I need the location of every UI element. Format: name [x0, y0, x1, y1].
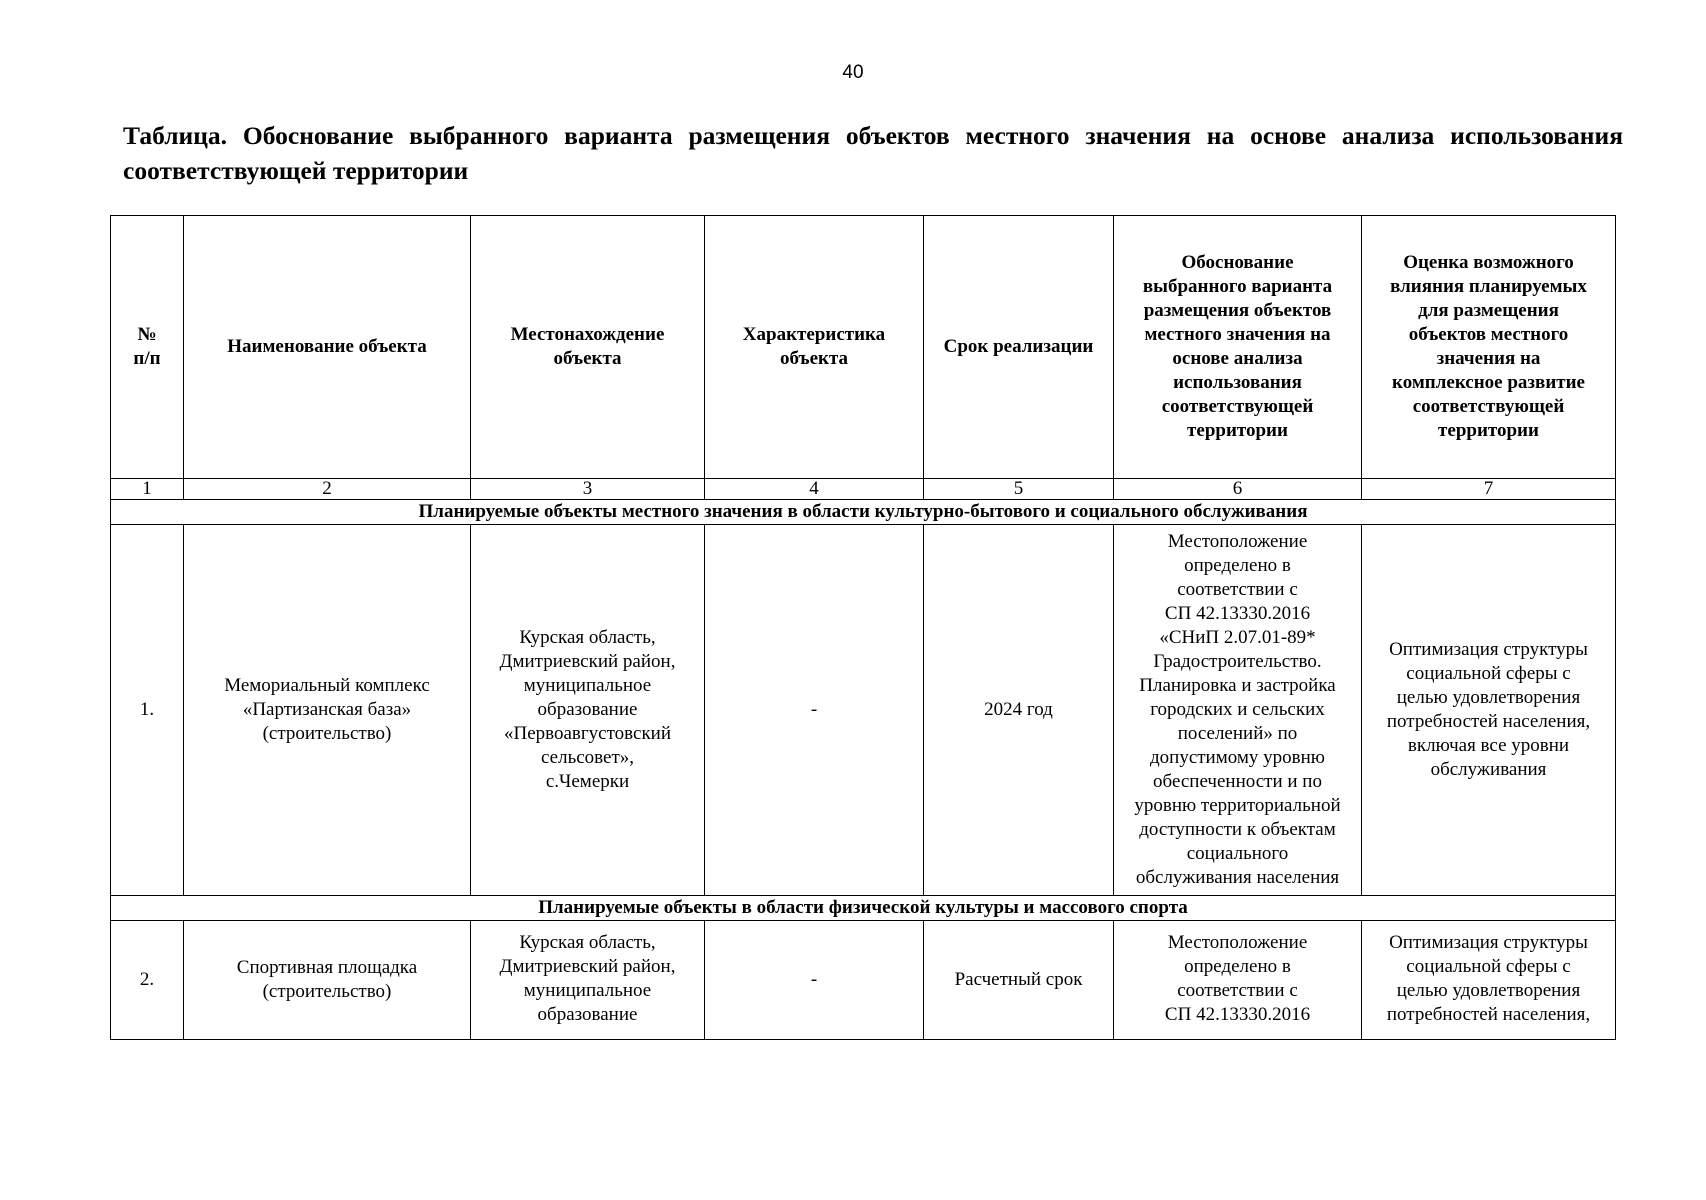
- column-number-row: [111, 479, 1616, 500]
- cell-term: Расчетный срок: [924, 921, 1114, 1040]
- header-cell-justification: Обоснование выбранного варианта размещения объектов местного значения на основе анализа использования соответствующей территории: [1114, 216, 1362, 479]
- table-row: [111, 921, 1616, 1040]
- header-cell-assessment: Оценка возможного влияния планируемых для размещения объектов местного значения на комплексное развитие соответствующей территории: [1362, 216, 1616, 479]
- column-number: 3: [471, 479, 705, 500]
- table-row: [111, 525, 1616, 896]
- column-number: 2: [184, 479, 471, 500]
- header-cell-term: Срок реализации: [924, 216, 1114, 479]
- cell-assessment: Оптимизация структуры социальной сферы с целью удовлетворения потребностей населения, включая все уровни обслуживания: [1362, 525, 1616, 896]
- cell-name: Спортивная площадка (строительство): [184, 921, 471, 1040]
- table-header-row: [111, 216, 1616, 479]
- section-row: [111, 500, 1616, 525]
- cell-justification: Местоположение определено в соответствии с СП 42.13330.2016: [1114, 921, 1362, 1040]
- column-number: 1: [111, 479, 184, 500]
- cell-location: Курская область, Дмитриевский район, муниципальное образование «Первоавгустовский сельсовет», с.Чемерки: [471, 525, 705, 896]
- header-cell-characteristic: Характеристика объекта: [705, 216, 924, 479]
- document-title: Таблица. Обоснование выбранного варианта размещения объектов местного значения на основе анализа использования соответствующей территории: [123, 121, 1623, 185]
- header-cell-name: Наименование объекта: [184, 216, 471, 479]
- column-number: 7: [1362, 479, 1616, 500]
- cell-characteristic: -: [705, 525, 924, 896]
- column-number: 5: [924, 479, 1114, 500]
- cell-assessment: Оптимизация структуры социальной сферы с целью удовлетворения потребностей населения,: [1362, 921, 1616, 1040]
- header-cell-number: № п/п: [111, 216, 184, 479]
- column-number: 6: [1114, 479, 1362, 500]
- column-number: 4: [705, 479, 924, 500]
- cell-name: Мемориальный комплекс «Партизанская база» (строительство): [184, 525, 471, 896]
- cell-justification: Местоположение определено в соответствии с СП 42.13330.2016 «СНиП 2.07.01-89* Градостроительство. Планировка и застройка городских и сельских поселений» по допустимому уровню обеспеченности и по уровню территориальной доступности к объектам социального обслуживания населения: [1114, 525, 1362, 896]
- section-title: Планируемые объекты в области физической культуры и массового спорта: [111, 896, 1616, 921]
- cell-characteristic: -: [705, 921, 924, 1040]
- page-number: 40: [842, 62, 864, 83]
- cell-number: 2.: [111, 921, 184, 1040]
- cell-term: 2024 год: [924, 525, 1114, 896]
- header-cell-location: Местонахождение объекта: [471, 216, 705, 479]
- section-row: [111, 896, 1616, 921]
- cell-number: 1.: [111, 525, 184, 896]
- objects-table: [110, 215, 1616, 1040]
- section-title: Планируемые объекты местного значения в области культурно-бытового и социального обслуживания: [111, 500, 1616, 525]
- cell-location: Курская область, Дмитриевский район, муниципальное образование: [471, 921, 705, 1040]
